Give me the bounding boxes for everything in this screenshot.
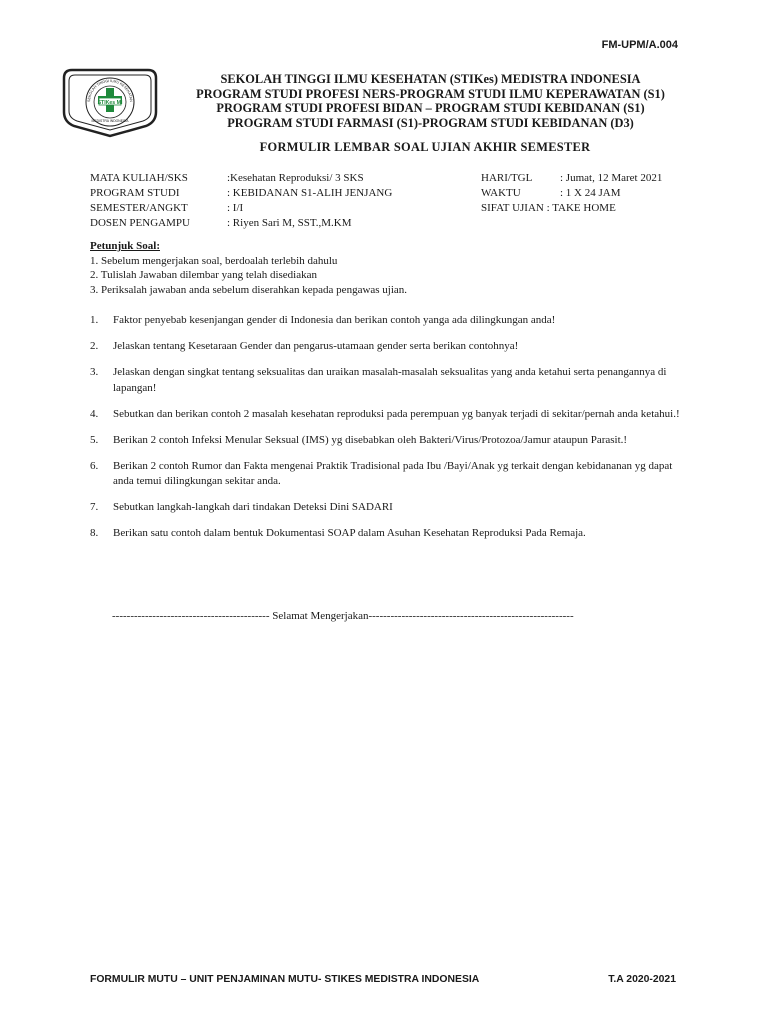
institution-line: PROGRAM STUDI PROFESI BIDAN – PROGRAM STUDI KEBIDANAN (S1): [216, 101, 645, 116]
question-number: 3.: [90, 366, 99, 378]
institution-header: [158, 72, 703, 130]
question-list: [90, 313, 690, 552]
instructions: [90, 239, 407, 297]
institution-line: SEKOLAH TINGGI ILMU KESEHATAN (STIKes) MEDISTRA INDONESIA: [220, 72, 641, 86]
question-item: [90, 433, 690, 449]
logo-seal-icon: [62, 66, 158, 138]
question-item: [90, 339, 690, 355]
info-value: : I/I: [227, 202, 244, 214]
instruction-item: 3. Periksalah jawaban anda sebelum diserahkan kepada pengawas ujian.: [90, 283, 408, 296]
form-title: FORMULIR LEMBAR SOAL UJIAN AKHIR SEMESTER: [259, 140, 591, 154]
question-item: [90, 313, 690, 329]
institution-line: PROGRAM STUDI FARMASI (S1)-PROGRAM STUDI KEBIDANAN (D3): [227, 115, 634, 130]
logo-bottom-text: MEDISTRA INDONESIA: [91, 119, 129, 123]
question-text: Faktor penyebab kesenjangan gender di Indonesia dan berikan contoh yanga ada dilingkungan anda!: [113, 314, 556, 326]
institution-logo: [62, 66, 158, 138]
instruction-item: 1. Sebelum mengerjakan soal, berdoalah terlebih dahulu: [90, 254, 338, 267]
question-item: [90, 365, 690, 396]
question-number: 4.: [90, 407, 99, 420]
question-text: Sebutkan langkah-langkah dari tindakan Deteksi Dini SADARI: [113, 501, 393, 513]
info-label: SEMESTER/ANGKT: [90, 202, 188, 214]
form-code: FM-UPM/A.004: [601, 39, 678, 51]
logo-center-text: STIKes MI: [97, 99, 123, 106]
info-value: :Kesehatan Reproduksi/ 3 SKS: [227, 172, 364, 184]
question-number: 5.: [90, 433, 99, 446]
question-item: [90, 459, 690, 490]
info-label: DOSEN PENGAMPU: [90, 217, 190, 229]
question-text: Sebutkan dan berikan contoh 2 masalah kesehatan reproduksi pada perempuan yg banyak terjadi di sekitar/pernah anda ketahui.!: [113, 407, 680, 420]
question-number: 7.: [90, 501, 99, 513]
instructions-heading: Petunjuk Soal:: [90, 240, 160, 252]
info-label: PROGRAM STUDI: [90, 187, 180, 199]
info-right-label: SIFAT UJIAN : TAKE HOME: [481, 202, 616, 214]
question-number: 8.: [90, 527, 99, 539]
instruction-item: 2. Tulislah Jawaban dilembar yang telah disediakan: [90, 269, 317, 281]
closing-line: ------------------------------------------- Selamat Mengerjakan--------------------------------------------------------: [112, 610, 574, 622]
question-number: 2.: [90, 340, 99, 352]
question-text: Jelaskan dengan singkat tentang seksualitas dan uraikan masalah-masalah seksualitas yang anda ketahui serta penangannya di lapangan!: [113, 366, 667, 394]
info-right-value: : Jumat, 12 Maret 2021: [560, 172, 663, 184]
info-label: MATA KULIAH/SKS: [90, 172, 188, 184]
question-text: Jelaskan tentang Kesetaraan Gender dan pengarus-utamaan gender serta berikan contohnya!: [113, 340, 519, 352]
info-value: : KEBIDANAN S1-ALIH JENJANG: [227, 187, 393, 199]
logo-ring-textpath: SEKOLAH TINGGI ILMU KESEHATAN: [86, 78, 134, 103]
footer-right: T.A 2020-2021: [608, 974, 676, 985]
question-item: [90, 500, 690, 516]
question-item: [90, 526, 690, 542]
question-text: Berikan 2 contoh Rumor dan Fakta mengenai Praktik Tradisional pada Ibu /Bayi/Anak yg terkait dengan kebidananan yg dapat anda temui dilingkungan sekitar anda.: [113, 459, 673, 487]
question-text: Berikan 2 contoh Infeksi Menular Seksual (IMS) yg disebabkan oleh Bakteri/Virus/Protozoa/Jamur ataupun Parasit.!: [113, 433, 628, 446]
question-number: 6.: [90, 459, 99, 472]
question-number: 1.: [90, 314, 99, 326]
info-right-label: WAKTU: [481, 187, 521, 199]
question-item: [90, 407, 690, 423]
footer-left: FORMULIR MUTU – UNIT PENJAMINAN MUTU- STIKES MEDISTRA INDONESIA: [90, 974, 480, 985]
info-right-value: : 1 X 24 JAM: [560, 187, 621, 199]
question-text: Berikan satu contoh dalam bentuk Dokumentasi SOAP dalam Asuhan Kesehatan Reproduksi Pada Remaja.: [113, 527, 586, 539]
info-right-label: HARI/TGL: [481, 172, 533, 184]
info-value: : Riyen Sari M, SST.,M.KM: [227, 217, 352, 229]
institution-line: PROGRAM STUDI PROFESI NERS-PROGRAM STUDI ILMU KEPERAWATAN (S1): [196, 86, 665, 101]
